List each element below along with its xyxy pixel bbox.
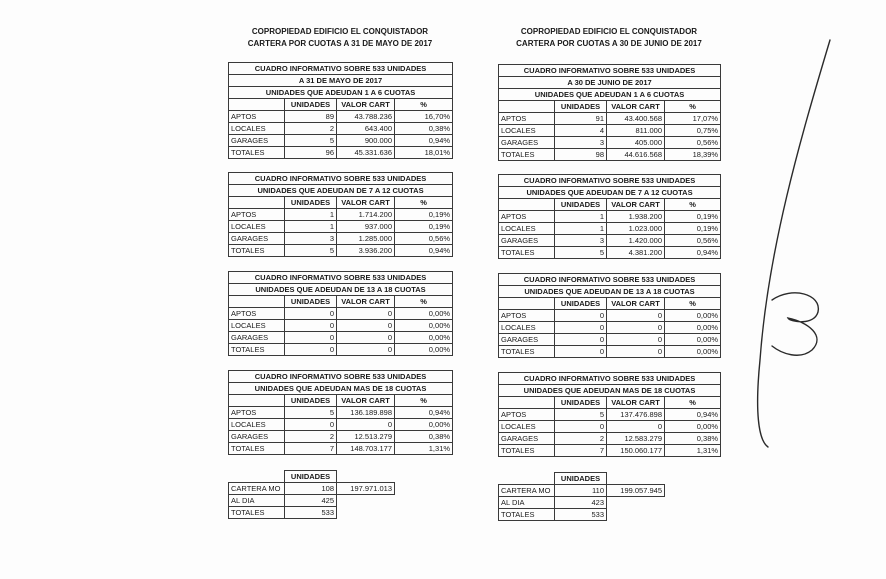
row-label: GARAGES [499, 334, 555, 346]
cell-pct: 16,70% [395, 111, 453, 123]
row-label: APTOS [499, 211, 555, 223]
row-label: APTOS [229, 308, 285, 320]
cell-pct: 0,00% [395, 320, 453, 332]
cell-valor: 199.057.945 [607, 485, 665, 497]
cell-unidades: 2 [555, 433, 607, 445]
row-label: LOCALES [499, 322, 555, 334]
report-header-line2: CARTERA POR CUOTAS A 31 DE MAYO DE 2017 [247, 39, 433, 48]
row-label: TOTALES [499, 509, 555, 521]
cell-valor: 150.060.177 [607, 445, 665, 457]
col-header-pct: % [665, 101, 721, 113]
cell-unidades: 0 [555, 322, 607, 334]
row-label: GARAGES [229, 135, 285, 147]
cell-pct: 0,19% [395, 209, 453, 221]
table-subtitle: A 31 DE MAYO DE 2017 [229, 75, 453, 87]
cell-pct: 0,19% [665, 211, 721, 223]
cell-unidades: 533 [285, 507, 337, 519]
cell-pct: 0,00% [665, 334, 721, 346]
cell-unidades: 0 [555, 310, 607, 322]
row-label: TOTALES [229, 245, 285, 257]
cell-valor: 0 [607, 346, 665, 358]
cell-pct: 18,01% [395, 147, 453, 159]
col-header-valor: VALOR CART [607, 199, 665, 211]
table-title: CUADRO INFORMATIVO SOBRE 533 UNIDADES [499, 274, 721, 286]
cell-valor: 12.583.279 [607, 433, 665, 445]
col-header-valor: VALOR CART [337, 395, 395, 407]
cell-pct: 17,07% [665, 113, 721, 125]
col-header-pct: % [395, 197, 453, 209]
row-label: LOCALES [229, 320, 285, 332]
cell-valor: 811.000 [607, 125, 665, 137]
table-title: CUADRO INFORMATIVO SOBRE 533 UNIDADES [499, 373, 721, 385]
cell-valor: 1.714.200 [337, 209, 395, 221]
cell-unidades: 98 [555, 149, 607, 161]
col-header-valor: VALOR CART [607, 101, 665, 113]
col-header-pct: % [665, 298, 721, 310]
cell-valor: 1.285.000 [337, 233, 395, 245]
cell-unidades: 3 [555, 137, 607, 149]
cell-unidades: 2 [285, 123, 337, 135]
cell-valor: 137.476.898 [607, 409, 665, 421]
cell-unidades: 1 [285, 221, 337, 233]
cell-pct: 0,94% [395, 245, 453, 257]
col-header-pct: % [665, 199, 721, 211]
cell-unidades: 7 [555, 445, 607, 457]
table-subtitle: UNIDADES QUE ADEUDAN DE 13 A 18 CUOTAS [499, 286, 721, 298]
cell-unidades: 1 [555, 223, 607, 235]
cell-pct: 0,75% [665, 125, 721, 137]
cell-valor: 0 [337, 308, 395, 320]
cell-valor: 43.788.236 [337, 111, 395, 123]
cell-pct: 0,00% [395, 344, 453, 356]
cell-valor: 0 [337, 419, 395, 431]
col-header-unidades: UNIDADES [285, 99, 337, 111]
col-header-valor: VALOR CART [337, 296, 395, 308]
cell-valor: 0 [607, 310, 665, 322]
cell-valor: 148.703.177 [337, 443, 395, 455]
cell-unidades: 0 [285, 419, 337, 431]
cell-valor: 197.971.013 [337, 483, 395, 495]
cell-pct: 0,56% [395, 233, 453, 245]
cell-unidades: 533 [555, 509, 607, 521]
cell-pct: 0,00% [665, 346, 721, 358]
col-header-valor: VALOR CART [337, 197, 395, 209]
table-title: CUADRO INFORMATIVO SOBRE 533 UNIDADES [229, 173, 453, 185]
cell-valor: 0 [337, 320, 395, 332]
table-subtitle: UNIDADES QUE ADEUDAN 1 A 6 CUOTAS [499, 89, 721, 101]
cell-pct: 0,94% [395, 135, 453, 147]
col-header-pct: % [665, 397, 721, 409]
col-header-valor: VALOR CART [337, 99, 395, 111]
table-subtitle: UNIDADES QUE ADEUDAN MAS DE 18 CUOTAS [499, 385, 721, 397]
cell-pct: 1,31% [395, 443, 453, 455]
col-header-unidades: UNIDADES [555, 397, 607, 409]
row-label: GARAGES [499, 137, 555, 149]
cell-valor: 1.420.000 [607, 235, 665, 247]
col-header-pct: % [395, 395, 453, 407]
cell-valor: 12.513.279 [337, 431, 395, 443]
cell-unidades: 0 [555, 346, 607, 358]
row-label: GARAGES [499, 235, 555, 247]
row-label: APTOS [499, 409, 555, 421]
cell-pct: 0,94% [665, 247, 721, 259]
cell-unidades: 0 [285, 344, 337, 356]
cell-unidades: 2 [285, 431, 337, 443]
cell-valor: 643.400 [337, 123, 395, 135]
col-header-unidades: UNIDADES [285, 197, 337, 209]
cell-pct: 0,94% [665, 409, 721, 421]
row-label: TOTALES [499, 247, 555, 259]
report-header-line2: CARTERA POR CUOTAS A 30 DE JUNIO DE 2017 [516, 39, 702, 48]
cell-valor: 0 [607, 334, 665, 346]
cell-unidades: 96 [285, 147, 337, 159]
cell-valor: 3.936.200 [337, 245, 395, 257]
cell-unidades: 89 [285, 111, 337, 123]
cell-unidades: 0 [285, 332, 337, 344]
table-title: CUADRO INFORMATIVO SOBRE 533 UNIDADES [229, 371, 453, 383]
cell-valor: 900.000 [337, 135, 395, 147]
cell-pct: 1,31% [665, 445, 721, 457]
col-header-unidades: UNIDADES [285, 395, 337, 407]
cell-unidades: 5 [285, 135, 337, 147]
row-label: CARTERA MO [229, 483, 285, 495]
col-header-unidades: UNIDADES [285, 296, 337, 308]
cell-valor: 0 [337, 344, 395, 356]
row-label: APTOS [499, 310, 555, 322]
row-label: CARTERA MO [499, 485, 555, 497]
cell-valor: 405.000 [607, 137, 665, 149]
cell-valor: 1.023.000 [607, 223, 665, 235]
cell-unidades: 1 [555, 211, 607, 223]
cell-valor: 0 [337, 332, 395, 344]
table-subtitle: UNIDADES QUE ADEUDAN DE 7 A 12 CUOTAS [499, 187, 721, 199]
cell-pct: 0,00% [395, 332, 453, 344]
table-subtitle: UNIDADES QUE ADEUDAN DE 7 A 12 CUOTAS [229, 185, 453, 197]
row-label: LOCALES [229, 419, 285, 431]
row-label: TOTALES [229, 507, 285, 519]
table-subtitle: UNIDADES QUE ADEUDAN DE 13 A 18 CUOTAS [229, 284, 453, 296]
row-label: AL DIA [499, 497, 555, 509]
cell-unidades: 7 [285, 443, 337, 455]
row-label: GARAGES [499, 433, 555, 445]
cell-pct: 0,19% [665, 223, 721, 235]
cell-pct: 0,38% [395, 123, 453, 135]
table-subtitle: UNIDADES QUE ADEUDAN 1 A 6 CUOTAS [229, 87, 453, 99]
row-label: GARAGES [229, 431, 285, 443]
row-label: GARAGES [229, 332, 285, 344]
cell-pct: 0,38% [665, 433, 721, 445]
cell-pct: 0,94% [395, 407, 453, 419]
col-header-valor: VALOR CART [607, 298, 665, 310]
cell-pct: 0,00% [665, 421, 721, 433]
cell-pct: 0,00% [395, 308, 453, 320]
table-title: CUADRO INFORMATIVO SOBRE 533 UNIDADES [229, 272, 453, 284]
cell-unidades: 4 [555, 125, 607, 137]
cell-unidades: 108 [285, 483, 337, 495]
cell-valor: 937.000 [337, 221, 395, 233]
row-label: TOTALES [229, 147, 285, 159]
cell-unidades: 3 [555, 235, 607, 247]
cell-valor: 0 [607, 322, 665, 334]
table-title: CUADRO INFORMATIVO SOBRE 533 UNIDADES [499, 175, 721, 187]
cell-pct: 0,00% [665, 322, 721, 334]
row-label: LOCALES [229, 123, 285, 135]
cell-valor: 4.381.200 [607, 247, 665, 259]
cell-unidades: 0 [285, 308, 337, 320]
row-label: TOTALES [499, 149, 555, 161]
table-subtitle: A 30 DE JUNIO DE 2017 [499, 77, 721, 89]
cell-valor: 45.331.636 [337, 147, 395, 159]
cell-unidades: 5 [285, 407, 337, 419]
cell-valor: 0 [607, 421, 665, 433]
row-label: AL DIA [229, 495, 285, 507]
cell-valor: 1.938.200 [607, 211, 665, 223]
cell-unidades: 0 [555, 421, 607, 433]
row-label: LOCALES [229, 221, 285, 233]
cell-unidades: 5 [285, 245, 337, 257]
col-header-unidades: UNIDADES [555, 101, 607, 113]
row-label: TOTALES [229, 344, 285, 356]
report-header-line1: COPROPIEDAD EDIFICIO EL CONQUISTADOR [251, 27, 429, 36]
col-header-pct: % [395, 99, 453, 111]
cell-unidades: 423 [555, 497, 607, 509]
report-header-line1: COPROPIEDAD EDIFICIO EL CONQUISTADOR [520, 27, 698, 36]
cell-unidades: 425 [285, 495, 337, 507]
row-label: LOCALES [499, 125, 555, 137]
cell-unidades: 5 [555, 247, 607, 259]
table-subtitle: UNIDADES QUE ADEUDAN MAS DE 18 CUOTAS [229, 383, 453, 395]
row-label: TOTALES [499, 445, 555, 457]
cell-unidades: 0 [285, 320, 337, 332]
col-header-unidades: UNIDADES [555, 199, 607, 211]
cell-pct: 0,19% [395, 221, 453, 233]
cell-unidades: 1 [285, 209, 337, 221]
cell-unidades: 5 [555, 409, 607, 421]
col-header-valor: VALOR CART [607, 397, 665, 409]
cell-unidades: 91 [555, 113, 607, 125]
row-label: GARAGES [229, 233, 285, 245]
row-label: LOCALES [499, 223, 555, 235]
table-title: CUADRO INFORMATIVO SOBRE 533 UNIDADES [229, 63, 453, 75]
cell-pct: 18,39% [665, 149, 721, 161]
col-header-unidades: UNIDADES [555, 473, 607, 485]
cell-pct: 0,56% [665, 235, 721, 247]
row-label: APTOS [229, 407, 285, 419]
col-header-unidades: UNIDADES [555, 298, 607, 310]
cell-unidades: 3 [285, 233, 337, 245]
table-title: CUADRO INFORMATIVO SOBRE 533 UNIDADES [499, 65, 721, 77]
row-label: TOTALES [229, 443, 285, 455]
cell-pct: 0,00% [665, 310, 721, 322]
row-label: APTOS [229, 111, 285, 123]
col-header-unidades: UNIDADES [285, 471, 337, 483]
cell-valor: 44.616.568 [607, 149, 665, 161]
cell-unidades: 110 [555, 485, 607, 497]
row-label: APTOS [499, 113, 555, 125]
row-label: APTOS [229, 209, 285, 221]
cell-pct: 0,38% [395, 431, 453, 443]
cell-valor: 136.189.898 [337, 407, 395, 419]
col-header-pct: % [395, 296, 453, 308]
row-label: TOTALES [499, 346, 555, 358]
cell-pct: 0,00% [395, 419, 453, 431]
cell-pct: 0,56% [665, 137, 721, 149]
cell-valor: 43.400.568 [607, 113, 665, 125]
row-label: LOCALES [499, 421, 555, 433]
cell-unidades: 0 [555, 334, 607, 346]
